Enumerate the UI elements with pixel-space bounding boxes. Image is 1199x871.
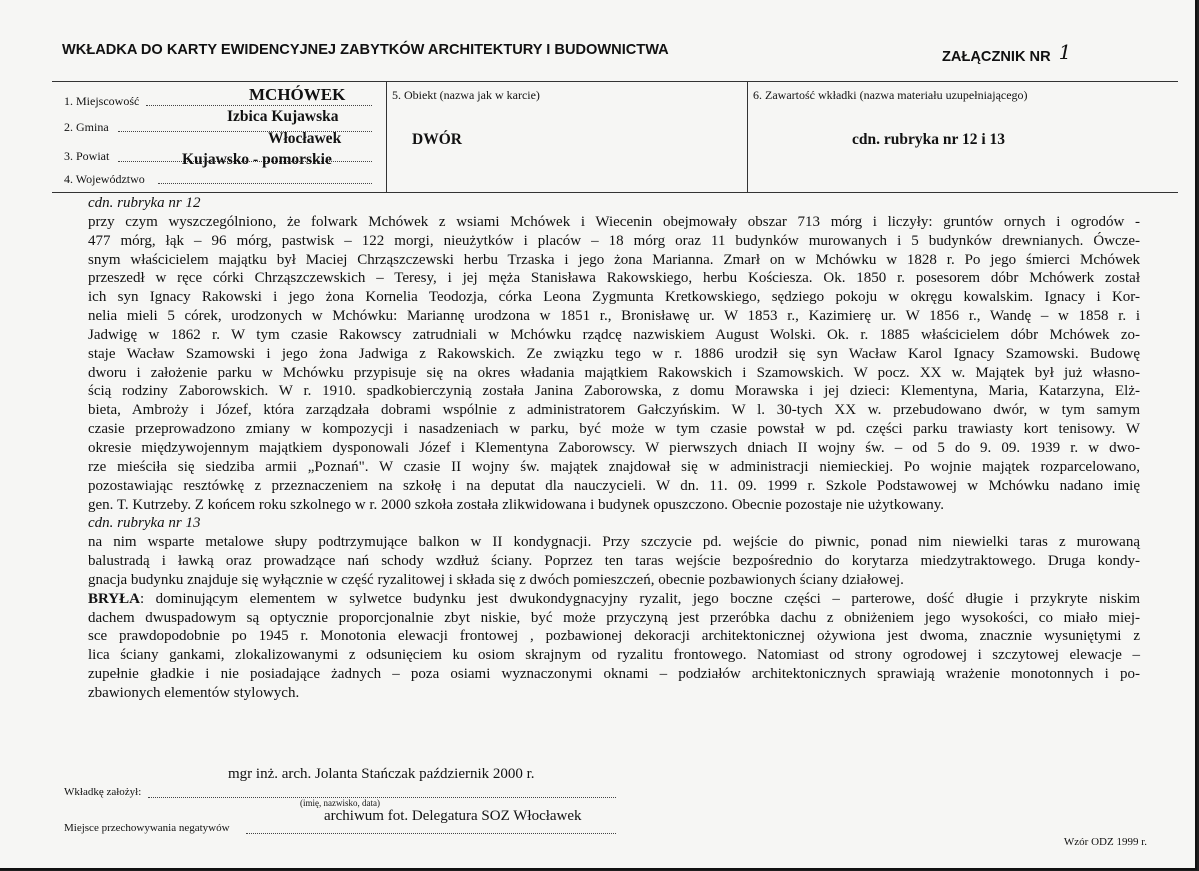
field-3-label: 3. Powiat (64, 149, 110, 163)
form-title: WKŁADKA DO KARTY EWIDENCYJNEJ ZABYTKÓW ARCHITEKTURY I BUDOWNICTWA (62, 42, 669, 58)
field-2-label: 2. Gmina (64, 120, 109, 134)
object-value: DWÓR (412, 131, 462, 148)
field-1-value: MCHÓWEK (249, 85, 346, 104)
text-line: 477 mórg, łąk – 96 mórg, pastwisk – 122 morgi, nieużytków i placów – 18 mórg oraz 11 budynków murowanych i 5 budynków drewnianych. Ówcze- (88, 232, 1140, 249)
annex-label (942, 42, 1071, 66)
author-hint: (imię, nazwisko, data) (300, 798, 380, 808)
text-line: ścią rodziny Zaborowskich. W r. 1910. spadkobierczynią została Janina Zaborowska, z domu Morawska i jej dzieci: Klementyna, Maria, Katarzyna, Elż- (88, 383, 1140, 400)
text-line: sce prawdopodobnie po 1945 r. Monotonia elewacji frontowej , pozbawionej dekoracji architektonicznej ożywiona jest dwoma, znacznie wysuniętymi z (88, 628, 1140, 645)
bryla-heading: BRYŁA (88, 590, 140, 607)
section-ref-13: cdn. rubryka nr 13 (88, 515, 201, 532)
text-line: lica ściany gankami, zlokalizowanymi z odsunięciem ku osiom skrajnym od ryzalitu frontowego. Natomiast od strony ogrodowej i szczytowej elewacje – (88, 647, 1140, 664)
text-line: dworu i założenie parku w Mchówku przypisuje się na okres władania majątkiem Rakowskich i Szamowskich. W pocz. XX w. Majątek był już własno- (88, 364, 1140, 381)
column-divider-2 (747, 81, 748, 192)
section-ref-12: cdn. rubryka nr 12 (88, 195, 201, 211)
text-line: zbawionych elementów stylowych. (88, 684, 300, 701)
contents-label: 6. Zawartość wkładki (nazwa materiału uzupełniającego) (753, 88, 1028, 102)
field-1-line (146, 105, 372, 106)
text-line: rze mieściła się siedziba armii „Poznań". W czasie II wojny św. majątek znajdował się w administracji niemieckiej. Po wojnie majątek rozparcelowano, (88, 458, 1140, 475)
text-line: zupełnie gładkie i nie posiadające żadnych – poza osiami wyznaczonymi oknami – podziałów architektonicznych sprawiają wrażenie monotonnych i po- (88, 666, 1140, 683)
field-3-value: Kujawsko - pomorskie (182, 151, 332, 168)
author-value: mgr inż. arch. Jolanta Stańczak październik 2000 r. (228, 766, 535, 782)
text-line: okresie międzywojennym majątkiem dysponowali Józef i Klementyna Zaborowscy. W pierwszych dniach II wojny św. – od 5 do 9. 09. 1939 r. w dwo- (88, 439, 1140, 456)
text-line: przeszedł w ręce córki Chrząszczewskich – Teresy, i jej męża Stanisława Rakowskiego, herbu Kościesza. Ok. 1850 r. posesorem dóbr Mchówerk został (88, 270, 1140, 287)
field-4-line (158, 183, 372, 184)
author-line (148, 797, 616, 798)
text-line: snym właścicielem majątku był Maciej Chrząszczewski herbu Trzaska i jego żona Marianna. Zmarł on w Mchówku w 1828 r. Po jego śmierci Mchówek (88, 251, 1140, 268)
text-line: nelia mieli 5 córek, urodzonych w Mchówku: Mariannę urodzona w 1851 r., Bronisławę ur. W 1853 r., Kazimierę ur. W 1856 r., Wandę – w 1858 r. i (88, 308, 1140, 325)
text-line: czasie przeprowadzono zmiany w kompozycji i nasadzeniach w parku, być może w tym czasie powstał w pd. części parku trawiasty kort tenisowy. W (88, 421, 1140, 438)
table-top-border (52, 81, 1178, 82)
contents-value: cdn. rubryka nr 12 i 13 (852, 131, 1006, 148)
field-1-label: 1. Miejscowość (64, 94, 140, 108)
text-line: pozostawiając resztówkę z przeznaczeniem na szkołę i na deputat dla nauczycieli. W dn. 11. 09. 1999 r. Szkole Podstawowej w Mchówku nadano imię (88, 477, 1140, 494)
field-4-label: 4. Województwo (64, 172, 145, 186)
text-line: dachem dwuspadowym są optycznie proporcjonalnie zbyt niskie, być może przyczyną jest przeróbka dachu z obniżeniem jego wysokości, co miało miej- (88, 609, 1140, 626)
form-version: Wzór ODZ 1999 r. (1063, 836, 1147, 848)
text-line: Jadwigę w 1862 r. W tym czasie Rakowscy zatrudniali w Mchówku rządcę nazwiskiem August Wolski. Ok. r. 1885 właścicielem dóbr Mchówek zo- (88, 326, 1140, 343)
table-bottom-border (52, 192, 1178, 193)
text-line: ich syn Ignacy Rakowski i jego żona Kornelia Teodozja, córka Leona Zygmunta Kretkowskiego, sędziego pokoju w okręgu kowalskim. Ignacy i Kor- (88, 289, 1140, 306)
storage-value: archiwum fot. Delegatura SOZ Włocławek (324, 808, 582, 824)
text-line: przy czym wyszczególniono, że folwark Mchówek z wsiami Mchówek i Wiecenin obejmowały obszar 713 mórg i liczyły: gruntów ornych i ogrodów - (88, 213, 1140, 230)
field-2-value: Izbica Kujawska (227, 108, 339, 125)
author-label: Wkładkę założył: (64, 786, 142, 798)
text-line: gen. T. Kutrzeby. Z końcem roku szkolnego w r. 2000 szkoła została zlikwidowana i budynek opuszczono. Obecnie pozostaje nie użytkowany. (88, 496, 945, 513)
text-line: na nim wsparte metalowe słupy podtrzymujące balkon w II kondygnacji. Przy szczycie pd. wejście do piwnic, ponad nim niewielki taras z murowaną (88, 534, 1140, 551)
storage-line (246, 833, 616, 834)
text-line: bieta, Ambroży i Józef, która zarządzała dobrami wspólnie z administratorem Gałczyńskim. W l. 30-tych XX w. przebudowano dwór, w tym samym (88, 402, 1140, 419)
body-text (88, 194, 1140, 703)
text-line: staje Wacław Szamowski i jego żona Jadwiga z Rakowskich. Ze związku tego w r. 1886 urodził się syn Wacław Karol Ignacy Szamowski. Budowę (88, 345, 1140, 362)
text-line: gnacja budynku znajduje się wyłącznie w część ryzalitowej i składa się z dwóch pomieszczeń, obecnie pozbawionych ściany działowej. (88, 571, 904, 588)
column-divider-1 (386, 81, 387, 192)
text-line-bryla: BRYŁA: dominującym elementem w sylwetce budynku jest dwukondygnacyjny ryzalit, jego boczne części – parterowe, dość długie i przykryte niskim (88, 590, 1140, 607)
annex-label-text: ZAŁĄCZNIK NR (942, 49, 1051, 65)
annex-number: 1 (1058, 40, 1072, 64)
field-2b-value: Włocławek (268, 130, 342, 147)
object-label: 5. Obiekt (nazwa jak w karcie) (392, 88, 540, 102)
text-line: balustradą i ławką oraz prowadzące nań schody wzdłuż ściany. Poprzez ten taras wejście bezpośrednio do korytarza miedzytraktowego. Druga kondy- (88, 553, 1140, 570)
storage-label: Miejsce przechowywania negatywów (64, 822, 230, 834)
